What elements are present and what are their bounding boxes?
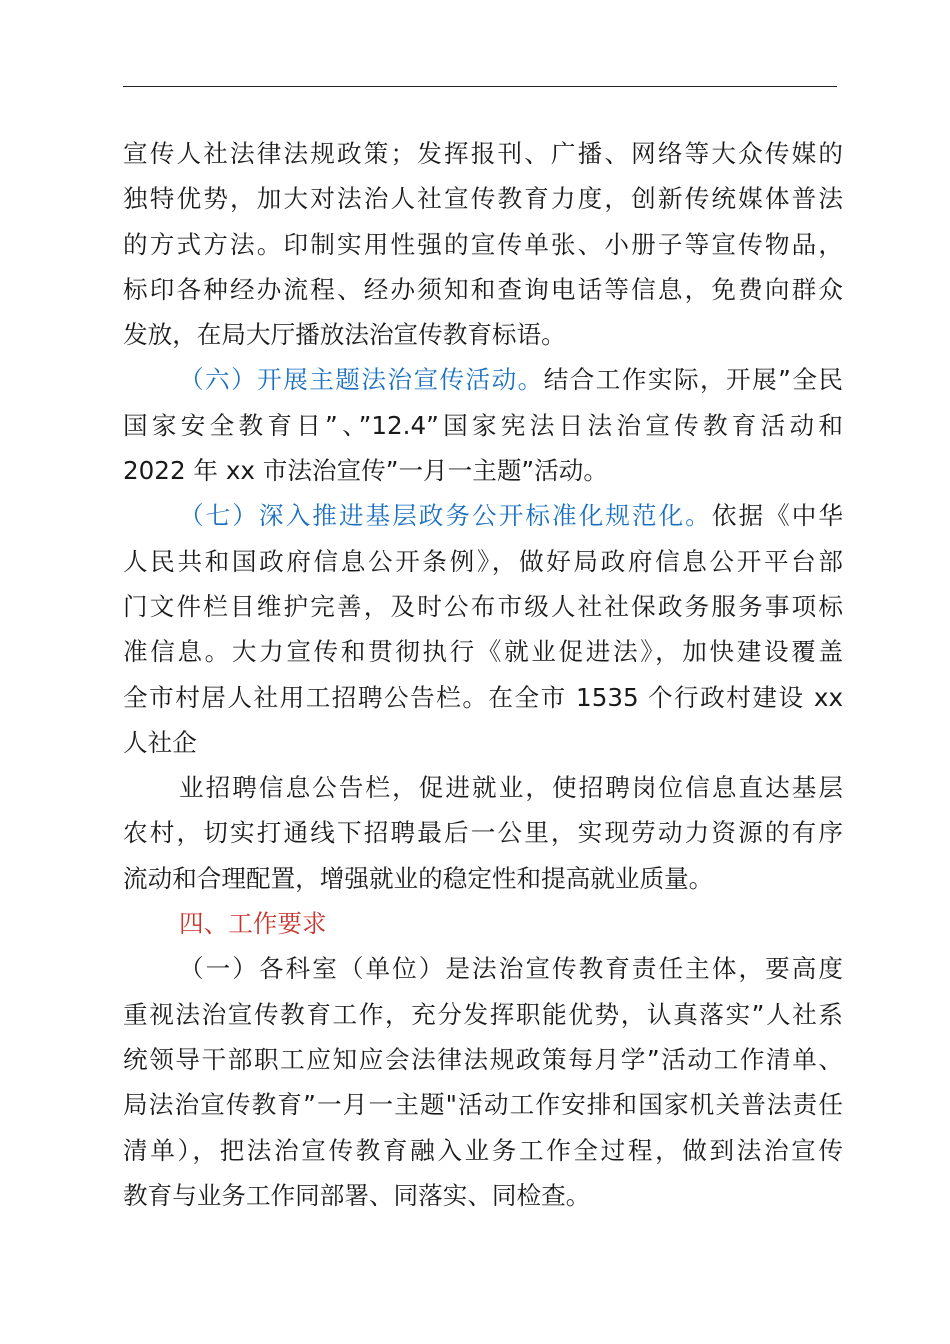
document-body bbox=[123, 131, 843, 1218]
paragraph-line bbox=[123, 131, 843, 176]
line-text: 发放，在局大厅播放法治宣传教育标语。 bbox=[123, 320, 566, 350]
paragraph-line bbox=[123, 312, 843, 357]
subsection-heading-6: （六）开展主题法治宣传活动。 bbox=[179, 365, 544, 395]
paragraph-line bbox=[123, 946, 843, 991]
subsection-heading-7: （七）深入推进基层政务公开标准化规范化。 bbox=[179, 501, 712, 531]
paragraph-line bbox=[123, 765, 843, 810]
paragraph-line bbox=[123, 222, 843, 267]
line-text: 门文件栏目维护完善，及时公布市级人社社保政务服务事项标 bbox=[123, 591, 843, 621]
paragraph-line bbox=[123, 539, 843, 584]
paragraph-line bbox=[123, 267, 843, 312]
line-text: 全市村居人社用工招聘公告栏。在全市 1535 个行政村建设 xx bbox=[123, 682, 843, 712]
paragraph-line bbox=[123, 1037, 843, 1082]
line-text: 重视法治宣传教育工作，充分发挥职能优势，认真落实”人社系 bbox=[123, 999, 843, 1029]
line-text: 统领导干部职工应知应会法律法规政策每月学”活动工作清单、 bbox=[123, 1044, 843, 1074]
section-heading-line bbox=[123, 901, 843, 946]
paragraph-line bbox=[123, 675, 843, 720]
line-text: （一）各科室（单位）是法治宣传教育责任主体，要高度 bbox=[179, 954, 843, 984]
line-text: 局法治宣传教育”一月一主题"活动工作安排和国家机关普法责任 bbox=[123, 1090, 843, 1120]
paragraph-line bbox=[123, 720, 843, 765]
paragraph-line bbox=[123, 1128, 843, 1173]
line-text: 结合工作实际，开展”全民 bbox=[543, 365, 843, 395]
section-heading-4: 四、工作要求 bbox=[179, 909, 327, 939]
line-text: 2022 年 xx 市法治宣传”一月一主题”活动。 bbox=[123, 456, 608, 486]
paragraph-line bbox=[123, 176, 843, 221]
paragraph-line bbox=[123, 1173, 843, 1218]
line-text: 人社企 bbox=[123, 727, 197, 757]
header-rule bbox=[123, 86, 837, 87]
paragraph-line bbox=[123, 856, 843, 901]
paragraph-line bbox=[123, 629, 843, 674]
paragraph-line bbox=[123, 493, 843, 538]
paragraph-line bbox=[123, 448, 843, 493]
line-text: 流动和合理配置，增强就业的稳定性和提高就业质量。 bbox=[123, 863, 714, 893]
line-text: 标印各种经办流程、经办须知和查询电话等信息，免费向群众 bbox=[123, 274, 843, 304]
line-text: 国家安全教育日”、”12.4”国家宪法日法治宣传教育活动和 bbox=[123, 410, 843, 440]
line-text: 宣传人社法律法规政策；发挥报刊、广播、网络等大众传媒的 bbox=[123, 139, 843, 168]
line-text: 人民共和国政府信息公开条例》，做好局政府信息公开平台部 bbox=[123, 546, 843, 576]
paragraph-line bbox=[123, 992, 843, 1037]
line-text: 的方式方法。印制实用性强的宣传单张、小册子等宣传物品， bbox=[123, 229, 843, 259]
paragraph-line bbox=[123, 403, 843, 448]
paragraph-line bbox=[123, 584, 843, 629]
line-text: 教育与业务工作同部署、同落实、同检查。 bbox=[123, 1180, 591, 1210]
paragraph-line bbox=[123, 1082, 843, 1127]
line-text: 清单），把法治宣传教育融入业务工作全过程，做到法治宣传 bbox=[123, 1135, 843, 1165]
line-text: 独特优势，加大对法治人社宣传教育力度，创新传统媒体普法 bbox=[123, 184, 843, 214]
line-text: 业招聘信息公告栏，促进就业，使招聘岗位信息直达基层 bbox=[179, 773, 843, 803]
line-text: 依据《中华 bbox=[711, 501, 843, 531]
line-text: 准信息。大力宣传和贯彻执行《就业促进法》，加快建设覆盖 bbox=[123, 637, 843, 667]
paragraph-line bbox=[123, 810, 843, 855]
line-text: 农村，切实打通线下招聘最后一公里，实现劳动力资源的有序 bbox=[123, 818, 843, 848]
paragraph-line bbox=[123, 357, 843, 402]
